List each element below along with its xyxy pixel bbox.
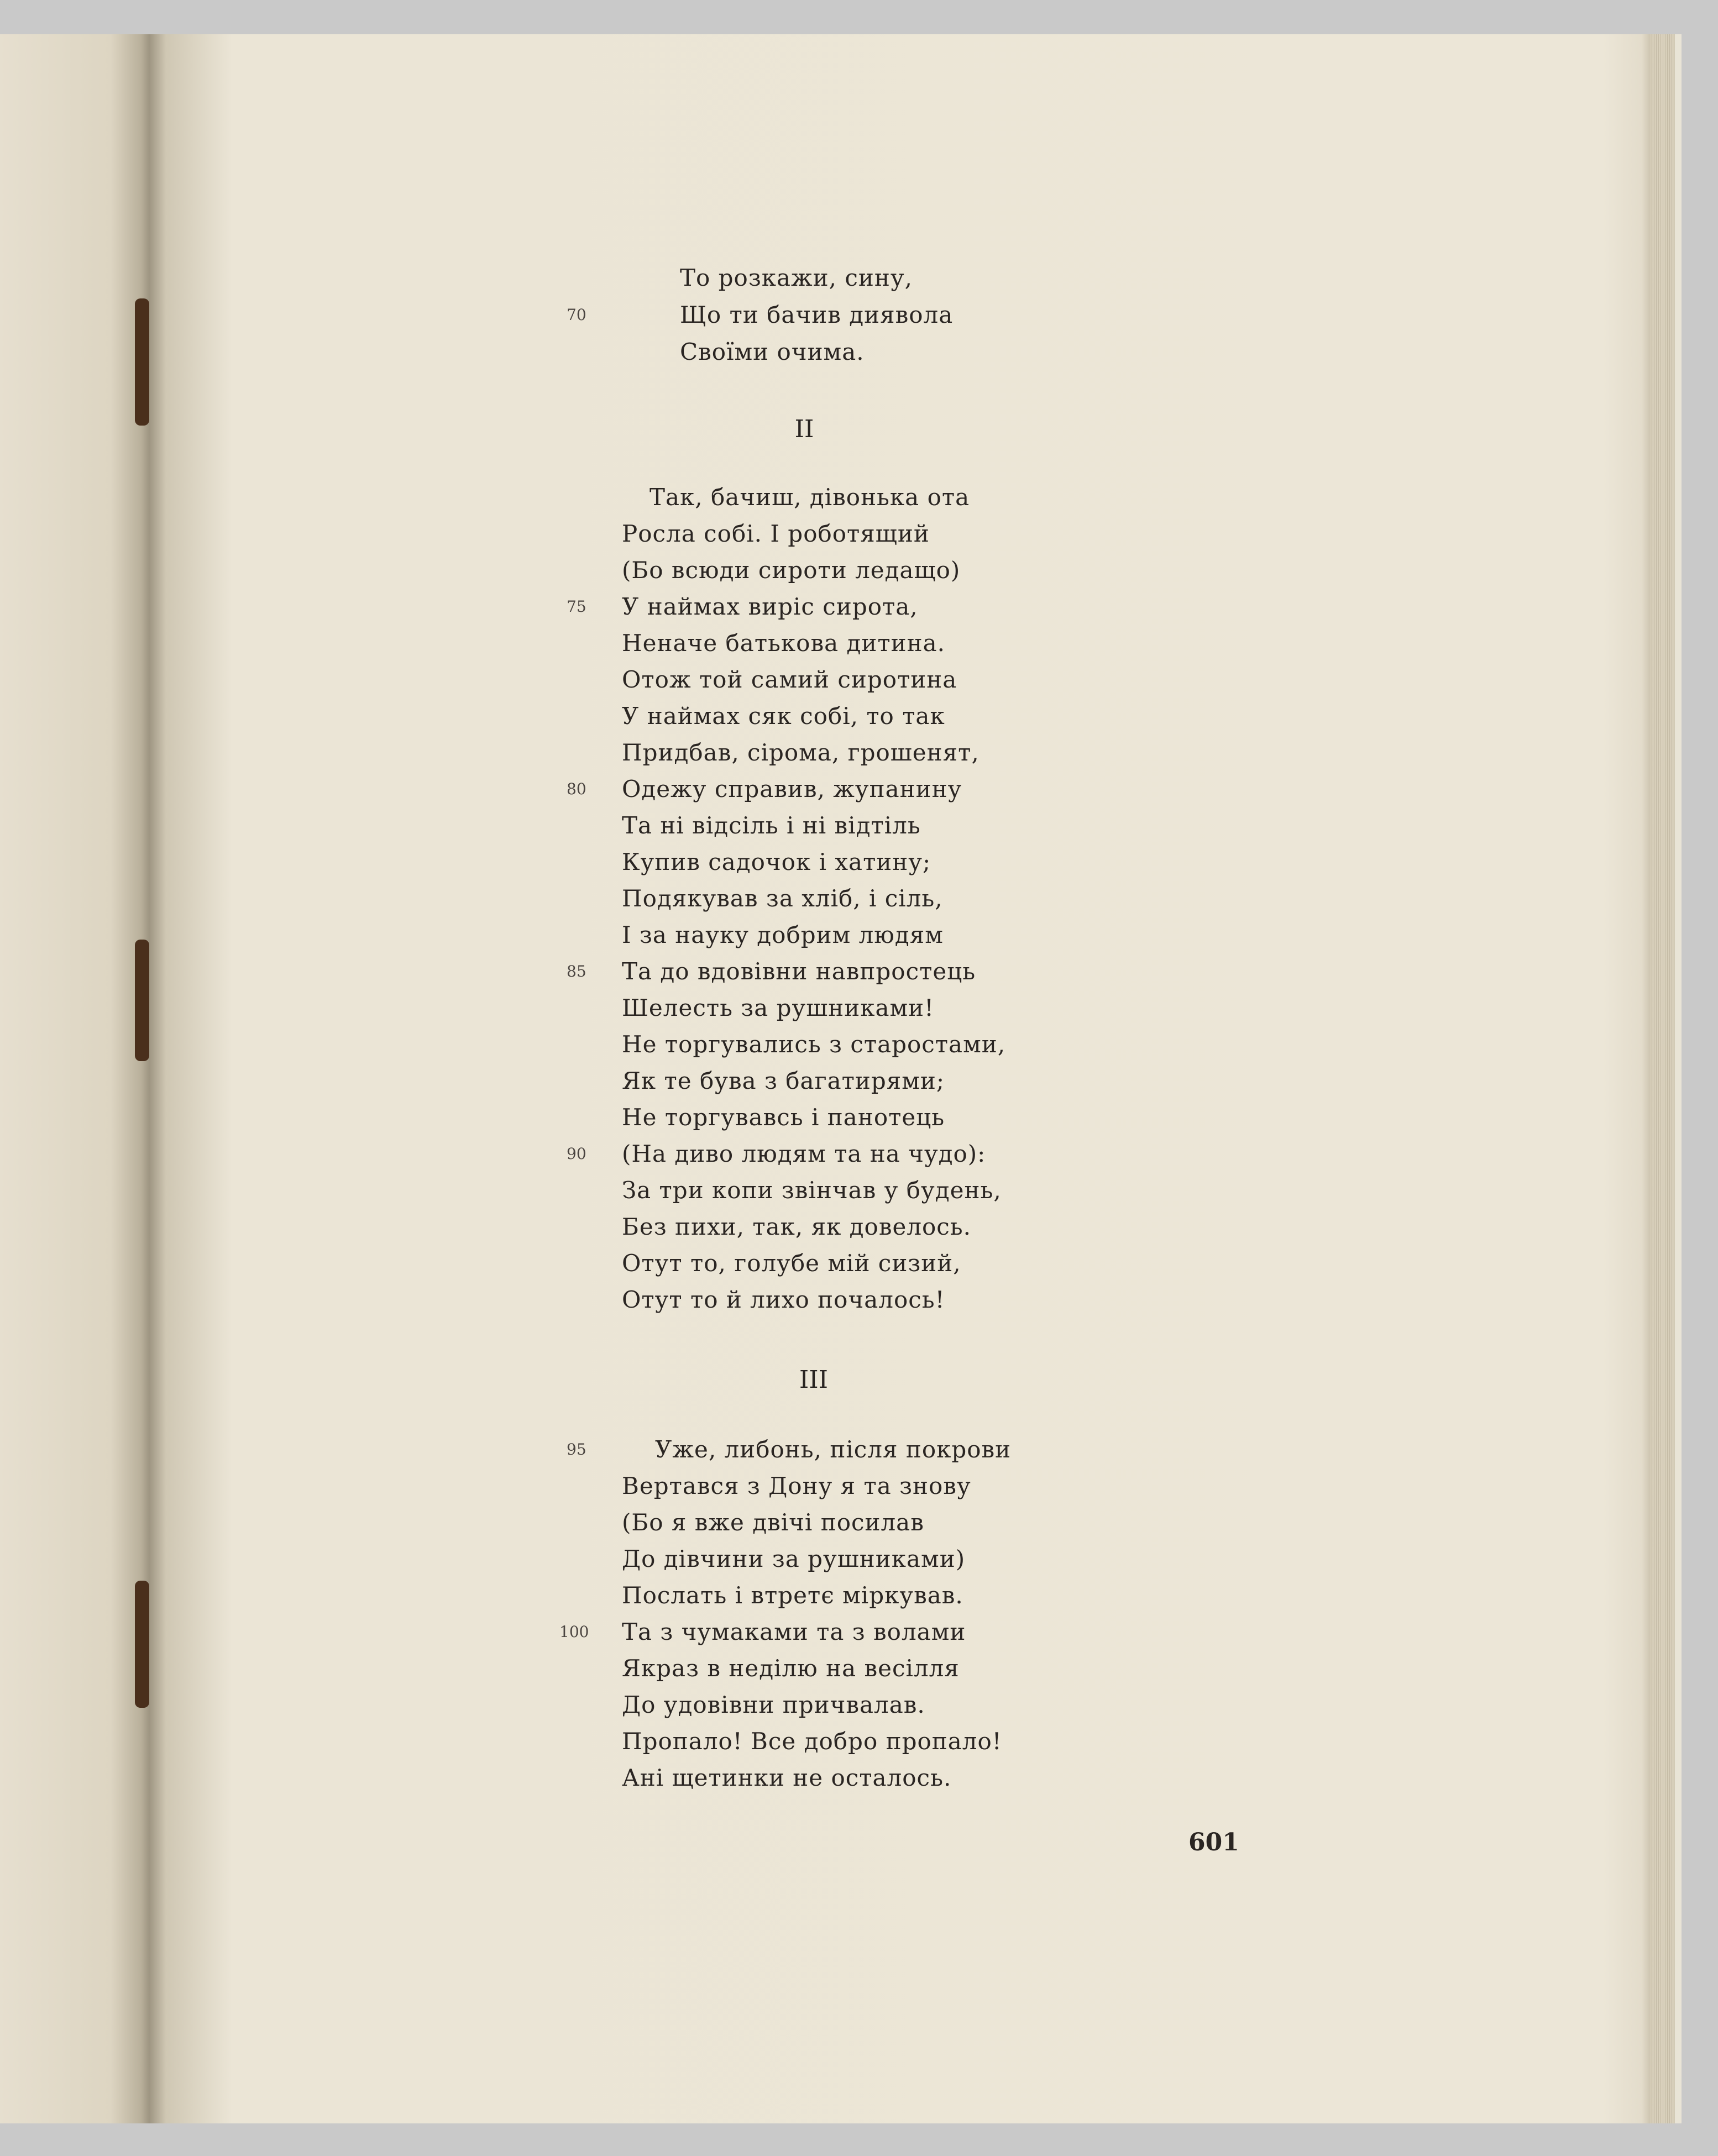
verse-line: Подякував за хліб, і сіль, (622, 885, 943, 912)
verse-line: Шелесть за рушниками! (622, 994, 935, 1021)
verse-line: За три копи звінчав у будень, (622, 1177, 1002, 1204)
verse-line: Що ти бачив диявола (680, 301, 954, 328)
section-heading: II (794, 415, 814, 443)
verse-line: Уже, либонь, після покрови (655, 1436, 1012, 1463)
verse-line: (Бо всюди сироти ледащо) (622, 557, 961, 584)
verse-line: І за науку добрим людям (622, 921, 944, 948)
verse-line: У наймах виріс сирота, (622, 593, 918, 620)
line-number: 95 (567, 1440, 586, 1459)
verse-line: До дівчини за рушниками) (622, 1545, 966, 1572)
line-number: 90 (567, 1145, 586, 1163)
verse-line: Послать і втретє міркував. (622, 1582, 963, 1609)
verse-line: Ані щетинки не осталось. (622, 1764, 952, 1791)
verse-line: Отож той самий сиротина (622, 666, 957, 693)
verse-line: Отут то, голубе мій сизий, (622, 1250, 961, 1277)
page-number: 601 (1188, 1828, 1239, 1856)
verse-line: Одежу справив, жупанину (622, 775, 962, 802)
line-number: 100 (559, 1623, 589, 1641)
verse-line: Якраз в неділю на весілля (622, 1655, 960, 1682)
line-number: 80 (567, 780, 586, 798)
line-number: 75 (567, 597, 586, 616)
verse-line: Отут то й лихо почалось! (622, 1286, 945, 1313)
verse-line: (Бо я вже двічі посилав (622, 1509, 924, 1536)
verse-line: Не торгувавсь і панотець (622, 1104, 945, 1131)
verse-line: У наймах сяк собі, то так (622, 702, 945, 730)
section-heading: III (799, 1366, 829, 1394)
verse-line: Придбав, сірома, грошенят, (622, 739, 980, 766)
verse-line: Без пихи, так, як довелось. (622, 1213, 972, 1240)
scan-border (1675, 34, 1682, 2123)
verse-line: Не торгувались з старостами, (622, 1031, 1006, 1058)
verse-line: Пропало! Все добро пропало! (622, 1728, 1002, 1755)
verse-line: Своїми очима. (680, 338, 865, 365)
verse-line: Росла собі. І роботящий (622, 520, 930, 547)
verse-line: Та з чумаками та з волами (622, 1618, 966, 1645)
verse-line: Неначе батькова дитина. (622, 630, 945, 657)
verse-line: Як те бува з багатирями; (622, 1067, 945, 1094)
verse-line: То розкажи, сину, (680, 264, 913, 291)
verse-line: Та ні відсіль і ні відтіль (622, 812, 921, 839)
verse-line: Вертався з Дону я та знову (622, 1472, 971, 1499)
verse-line: Та до вдовівни навпростець (622, 958, 976, 985)
verse-line: До удовівни причвалав. (622, 1691, 925, 1718)
verse-line: (На диво людям та на чудо): (622, 1140, 986, 1167)
verse-line: Так, бачиш, дівонька ота (650, 484, 970, 511)
line-number: 85 (567, 962, 586, 980)
line-number: 70 (567, 306, 586, 324)
verse-line: Купив садочок і хатину; (622, 848, 931, 875)
